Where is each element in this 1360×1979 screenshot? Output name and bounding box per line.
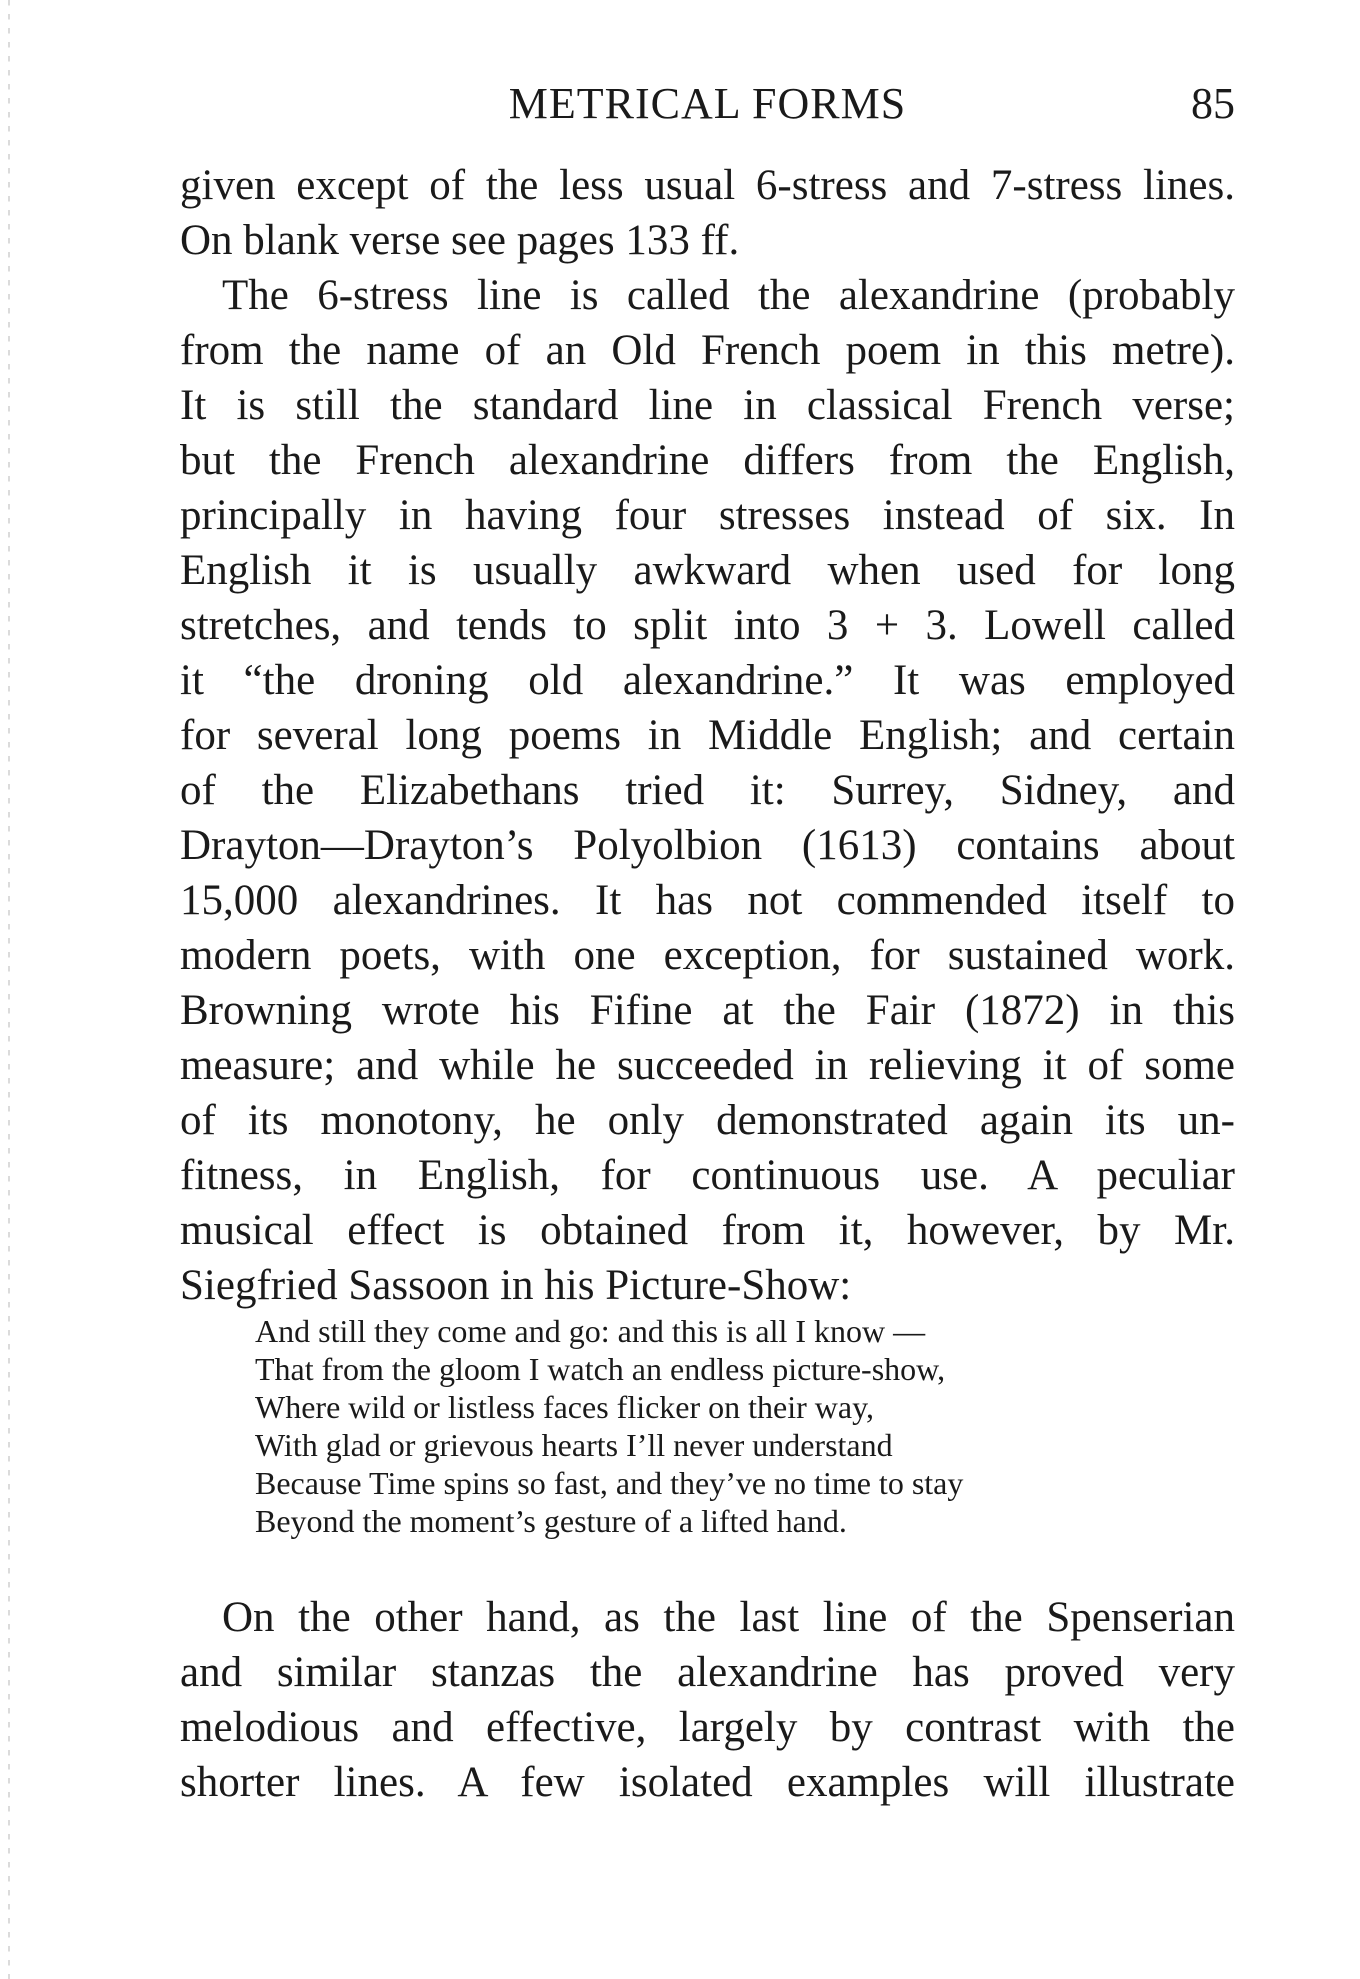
text-line: musical effect is obtained from it, however, by Mr.	[180, 1207, 1235, 1254]
text-line: The 6-stress line is called the alexandrine (probably	[222, 272, 1235, 319]
verse-line: Beyond the moment’s gesture of a lifted hand.	[255, 1503, 847, 1539]
text-line: It is still the standard line in classical French verse;	[180, 382, 1235, 429]
text-line: from the name of an Old French poem in this metre).	[180, 327, 1235, 374]
text-line: melodious and effective, largely by contrast with the	[180, 1704, 1235, 1751]
paragraph-continued	[180, 158, 1235, 268]
paragraph-alexandrine	[180, 268, 1235, 1313]
verse-line: With glad or grievous hearts I’ll never understand	[255, 1427, 893, 1463]
verse-quotation	[255, 1312, 963, 1540]
text-line: but the French alexandrine differs from the English,	[180, 437, 1235, 484]
text-line: and similar stanzas the alexandrine has proved very	[180, 1649, 1235, 1696]
verse-line: Where wild or listless faces flicker on their way,	[255, 1389, 875, 1425]
text-line: it “the droning old alexandrine.” It was employed	[180, 657, 1235, 704]
text-line: given except of the less usual 6-stress and 7-stress lines.	[180, 162, 1235, 209]
text-line: measure; and while he succeeded in relieving it of some	[180, 1042, 1235, 1089]
verse-line: Because Time spins so fast, and they’ve no time to stay	[255, 1465, 964, 1501]
text-line: On the other hand, as the last line of the Spenserian	[222, 1594, 1235, 1641]
text-line: English it is usually awkward when used for long	[180, 547, 1235, 594]
verse-line: And still they come and go: and this is all I know —	[255, 1313, 926, 1349]
text-line: of its monotony, he only demonstrated again its un-	[180, 1097, 1235, 1144]
text-line: for several long poems in Middle English; and certain	[180, 712, 1235, 759]
scan-margin-artifact	[8, 0, 12, 1979]
text-line: 15,000 alexandrines. It has not commended itself to	[180, 877, 1235, 924]
text-line: stretches, and tends to split into 3 + 3. Lowell called	[180, 602, 1235, 649]
page-number: 85	[1191, 79, 1235, 128]
page-header	[180, 78, 1235, 138]
text-line: Drayton—Drayton’s Polyolbion (1613) contains about	[180, 822, 1235, 869]
paragraph-spenserian	[180, 1590, 1235, 1810]
running-head: METRICAL FORMS	[508, 79, 907, 128]
text-line: of the Elizabethans tried it: Surrey, Sidney, and	[180, 767, 1235, 814]
text-line: shorter lines. A few isolated examples will illustrate	[180, 1759, 1235, 1806]
text-line: modern poets, with one exception, for sustained work.	[180, 932, 1235, 979]
text-line: On blank verse see pages 133 ff.	[180, 217, 740, 264]
text-line: principally in having four stresses instead of six. In	[180, 492, 1235, 539]
text-line: Siegfried Sassoon in his Picture-Show:	[180, 1262, 852, 1309]
verse-line: That from the gloom I watch an endless picture-show,	[255, 1351, 946, 1387]
text-line: fitness, in English, for continuous use. A peculiar	[180, 1152, 1235, 1199]
body-text	[180, 158, 1235, 1313]
text-line: Browning wrote his Fifine at the Fair (1872) in this	[180, 987, 1235, 1034]
